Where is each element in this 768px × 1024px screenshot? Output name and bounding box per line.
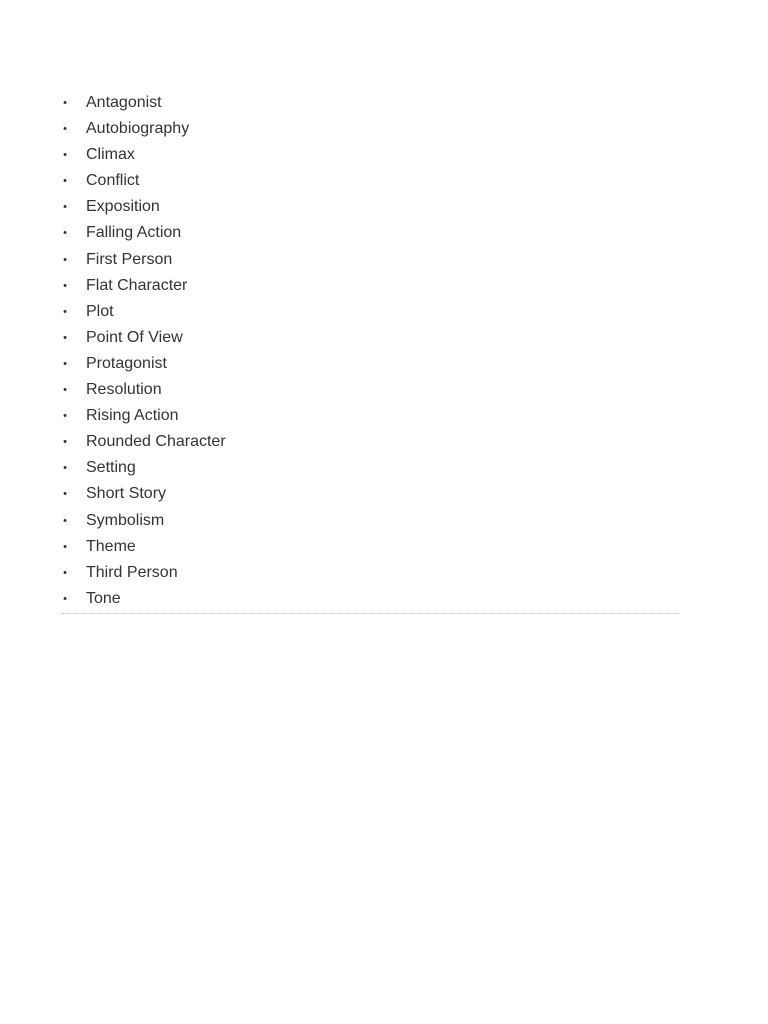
term-list — [62, 90, 680, 612]
list-item — [62, 586, 680, 612]
term-label: Rising Action — [86, 407, 179, 425]
list-item — [62, 194, 680, 220]
list-item — [62, 403, 680, 429]
term-label: Climax — [86, 146, 135, 164]
term-label: Resolution — [86, 381, 162, 399]
bullet-icon: • — [63, 149, 67, 162]
bullet-icon: • — [63, 331, 67, 344]
list-item — [62, 90, 680, 116]
term-label: Plot — [86, 302, 114, 320]
bullet-icon: • — [63, 462, 67, 475]
bullet-icon: • — [63, 279, 67, 292]
term-label: Setting — [86, 459, 136, 477]
bullet-icon: • — [63, 540, 67, 553]
list-item — [62, 455, 680, 481]
list-item — [62, 299, 680, 325]
bullet-icon: • — [63, 305, 67, 318]
bullet-icon: • — [63, 410, 67, 423]
bullet-icon: • — [63, 175, 67, 188]
list-item — [62, 429, 680, 455]
list-item — [62, 142, 680, 168]
bullet-icon: • — [63, 384, 67, 397]
list-item — [62, 560, 680, 586]
term-label: Point Of View — [86, 328, 183, 346]
list-item — [62, 508, 680, 534]
bullet-icon: • — [63, 488, 67, 501]
term-label: Flat Character — [86, 276, 188, 294]
term-label: Third Person — [86, 563, 178, 581]
bullet-icon: • — [63, 123, 67, 136]
term-label: Exposition — [86, 198, 160, 216]
bullet-icon: • — [63, 592, 67, 605]
term-label: Tone — [86, 589, 121, 607]
bullet-icon: • — [63, 227, 67, 240]
list-item — [62, 351, 680, 377]
term-label: Falling Action — [86, 224, 182, 242]
list-item — [62, 481, 680, 507]
bullet-icon: • — [63, 436, 67, 449]
list-item — [62, 168, 680, 194]
bullet-icon: • — [63, 201, 67, 214]
list-item — [62, 377, 680, 403]
term-label: Theme — [86, 537, 136, 555]
list-item — [62, 273, 680, 299]
list-item — [62, 534, 680, 560]
term-label: Protagonist — [86, 354, 167, 372]
list-item — [62, 220, 680, 246]
list-item — [62, 247, 680, 273]
term-label: Autobiography — [86, 120, 190, 138]
list-item — [62, 116, 680, 142]
bullet-icon: • — [63, 253, 67, 266]
term-label: Antagonist — [86, 94, 162, 111]
dotted-divider — [62, 613, 680, 614]
list-item — [62, 325, 680, 351]
term-label: Short Story — [86, 485, 167, 503]
term-label: First Person — [86, 250, 173, 268]
bullet-icon: • — [63, 514, 67, 527]
document-content — [62, 90, 680, 614]
bullet-icon: • — [63, 357, 67, 370]
bullet-icon: • — [63, 97, 67, 109]
term-label: Rounded Character — [86, 433, 226, 451]
bullet-icon: • — [63, 566, 67, 579]
term-label: Symbolism — [86, 511, 165, 529]
term-label: Conflict — [86, 172, 140, 190]
